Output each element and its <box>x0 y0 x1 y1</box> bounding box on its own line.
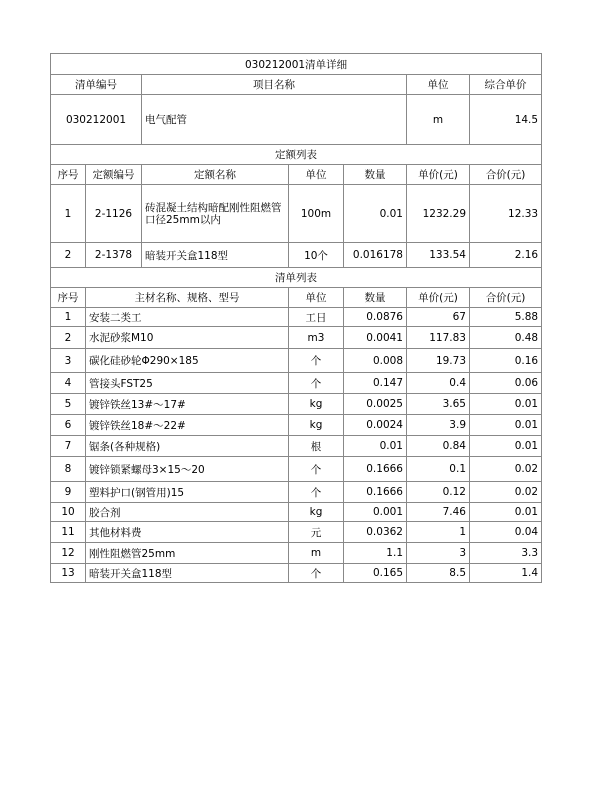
material-unit: kg <box>289 394 344 415</box>
material-no: 12 <box>51 543 86 564</box>
material-unit: 元 <box>289 522 344 543</box>
header-unit: 单位 <box>407 75 470 95</box>
material-total: 0.01 <box>470 436 542 457</box>
item-name: 电气配管 <box>142 95 407 145</box>
material-unit: m <box>289 543 344 564</box>
material-qty: 0.0362 <box>344 522 407 543</box>
quota-total: 12.33 <box>470 185 542 243</box>
material-name: 镀锌铁丝13#～17# <box>86 394 289 415</box>
quota-qty: 0.016178 <box>344 243 407 268</box>
material-price: 0.4 <box>407 373 470 394</box>
quota-header-code: 定额编号 <box>86 165 142 185</box>
quota-header-total: 合价(元) <box>470 165 542 185</box>
material-qty: 0.1666 <box>344 482 407 503</box>
material-no: 9 <box>51 482 86 503</box>
material-unit: m3 <box>289 327 344 349</box>
material-total: 3.3 <box>470 543 542 564</box>
header-item-name: 项目名称 <box>142 75 407 95</box>
quota-unit: 10个 <box>289 243 344 268</box>
material-price: 19.73 <box>407 349 470 373</box>
quota-header-row <box>51 165 542 185</box>
material-qty: 0.1666 <box>344 457 407 482</box>
material-price: 0.1 <box>407 457 470 482</box>
material-total: 0.16 <box>470 349 542 373</box>
item-unit: m <box>407 95 470 145</box>
material-total: 0.01 <box>470 503 542 522</box>
material-row <box>51 457 542 482</box>
material-qty: 0.0041 <box>344 327 407 349</box>
material-total: 1.4 <box>470 564 542 583</box>
material-name: 碳化硅砂轮Φ290×185 <box>86 349 289 373</box>
material-price: 67 <box>407 308 470 327</box>
material-name: 水泥砂浆M10 <box>86 327 289 349</box>
material-unit: 个 <box>289 373 344 394</box>
material-price: 1 <box>407 522 470 543</box>
material-row <box>51 373 542 394</box>
material-row <box>51 327 542 349</box>
material-price: 0.12 <box>407 482 470 503</box>
quota-name: 暗装开关盒118型 <box>142 243 289 268</box>
quota-name: 砖混凝土结构暗配刚性阻燃管口径25mm以内 <box>142 185 289 243</box>
material-no: 3 <box>51 349 86 373</box>
quota-qty: 0.01 <box>344 185 407 243</box>
material-name: 镀锌铁丝18#～22# <box>86 415 289 436</box>
material-name: 锯条(各种规格) <box>86 436 289 457</box>
item-unit-price: 14.5 <box>470 95 542 145</box>
material-row <box>51 394 542 415</box>
quota-row <box>51 185 542 243</box>
quota-no: 2 <box>51 243 86 268</box>
quota-row <box>51 243 542 268</box>
material-name: 胶合剂 <box>86 503 289 522</box>
material-row <box>51 415 542 436</box>
material-qty: 0.0025 <box>344 394 407 415</box>
material-row <box>51 564 542 583</box>
material-no: 1 <box>51 308 86 327</box>
material-no: 2 <box>51 327 86 349</box>
material-price: 7.46 <box>407 503 470 522</box>
material-qty: 1.1 <box>344 543 407 564</box>
material-no: 10 <box>51 503 86 522</box>
material-total: 0.01 <box>470 415 542 436</box>
material-qty: 0.001 <box>344 503 407 522</box>
material-total: 0.02 <box>470 457 542 482</box>
material-no: 13 <box>51 564 86 583</box>
header-bill-code: 清单编号 <box>51 75 142 95</box>
material-row <box>51 522 542 543</box>
material-name: 安装二类工 <box>86 308 289 327</box>
material-name: 暗装开关盒118型 <box>86 564 289 583</box>
material-row <box>51 503 542 522</box>
material-qty: 0.008 <box>344 349 407 373</box>
material-price: 3.65 <box>407 394 470 415</box>
material-name: 塑料护口(钢管用)15 <box>86 482 289 503</box>
quota-unit: 100m <box>289 185 344 243</box>
material-no: 5 <box>51 394 86 415</box>
material-header-unit: 单位 <box>289 288 344 308</box>
material-price: 117.83 <box>407 327 470 349</box>
quota-code: 2-1378 <box>86 243 142 268</box>
quota-no: 1 <box>51 185 86 243</box>
material-row <box>51 543 542 564</box>
main-item-row <box>51 95 542 145</box>
material-rows <box>51 308 542 583</box>
material-price: 0.84 <box>407 436 470 457</box>
bill-detail-table <box>50 53 542 583</box>
material-unit: kg <box>289 503 344 522</box>
material-total: 5.88 <box>470 308 542 327</box>
material-section-title-row <box>51 268 542 288</box>
material-name: 管接头FST25 <box>86 373 289 394</box>
material-row <box>51 308 542 327</box>
main-header-row <box>51 75 542 95</box>
material-qty: 0.0024 <box>344 415 407 436</box>
quota-header-price: 单价(元) <box>407 165 470 185</box>
material-no: 6 <box>51 415 86 436</box>
header-unit-price: 综合单价 <box>470 75 542 95</box>
material-price: 8.5 <box>407 564 470 583</box>
material-no: 11 <box>51 522 86 543</box>
quota-total: 2.16 <box>470 243 542 268</box>
material-row <box>51 482 542 503</box>
material-no: 7 <box>51 436 86 457</box>
title-row <box>51 54 542 75</box>
material-section-title: 清单列表 <box>51 268 542 288</box>
material-total: 0.06 <box>470 373 542 394</box>
material-qty: 0.165 <box>344 564 407 583</box>
material-name: 镀锌锁紧螺母3×15～20 <box>86 457 289 482</box>
item-code: 030212001 <box>51 95 142 145</box>
material-unit: 个 <box>289 349 344 373</box>
material-unit: kg <box>289 415 344 436</box>
material-no: 8 <box>51 457 86 482</box>
quota-section-title-row <box>51 145 542 165</box>
material-header-qty: 数量 <box>344 288 407 308</box>
quota-header-name: 定额名称 <box>142 165 289 185</box>
material-qty: 0.01 <box>344 436 407 457</box>
material-unit: 个 <box>289 564 344 583</box>
material-row <box>51 436 542 457</box>
quota-section-title: 定额列表 <box>51 145 542 165</box>
material-unit: 个 <box>289 457 344 482</box>
material-header-price: 单价(元) <box>407 288 470 308</box>
quota-price: 1232.29 <box>407 185 470 243</box>
material-total: 0.04 <box>470 522 542 543</box>
material-qty: 0.147 <box>344 373 407 394</box>
quota-header-no: 序号 <box>51 165 86 185</box>
material-header-no: 序号 <box>51 288 86 308</box>
material-unit: 个 <box>289 482 344 503</box>
sheet-title: 030212001清单详细 <box>51 54 542 75</box>
quota-code: 2-1126 <box>86 185 142 243</box>
material-price: 3 <box>407 543 470 564</box>
material-price: 3.9 <box>407 415 470 436</box>
material-header-name: 主材名称、规格、型号 <box>86 288 289 308</box>
material-name: 刚性阻燃管25mm <box>86 543 289 564</box>
material-unit: 根 <box>289 436 344 457</box>
material-total: 0.01 <box>470 394 542 415</box>
material-name: 其他材料费 <box>86 522 289 543</box>
material-no: 4 <box>51 373 86 394</box>
quota-price: 133.54 <box>407 243 470 268</box>
material-row <box>51 349 542 373</box>
material-unit: 工日 <box>289 308 344 327</box>
material-header-total: 合价(元) <box>470 288 542 308</box>
quota-header-qty: 数量 <box>344 165 407 185</box>
material-total: 0.48 <box>470 327 542 349</box>
quota-header-unit: 单位 <box>289 165 344 185</box>
material-total: 0.02 <box>470 482 542 503</box>
material-qty: 0.0876 <box>344 308 407 327</box>
material-header-row <box>51 288 542 308</box>
